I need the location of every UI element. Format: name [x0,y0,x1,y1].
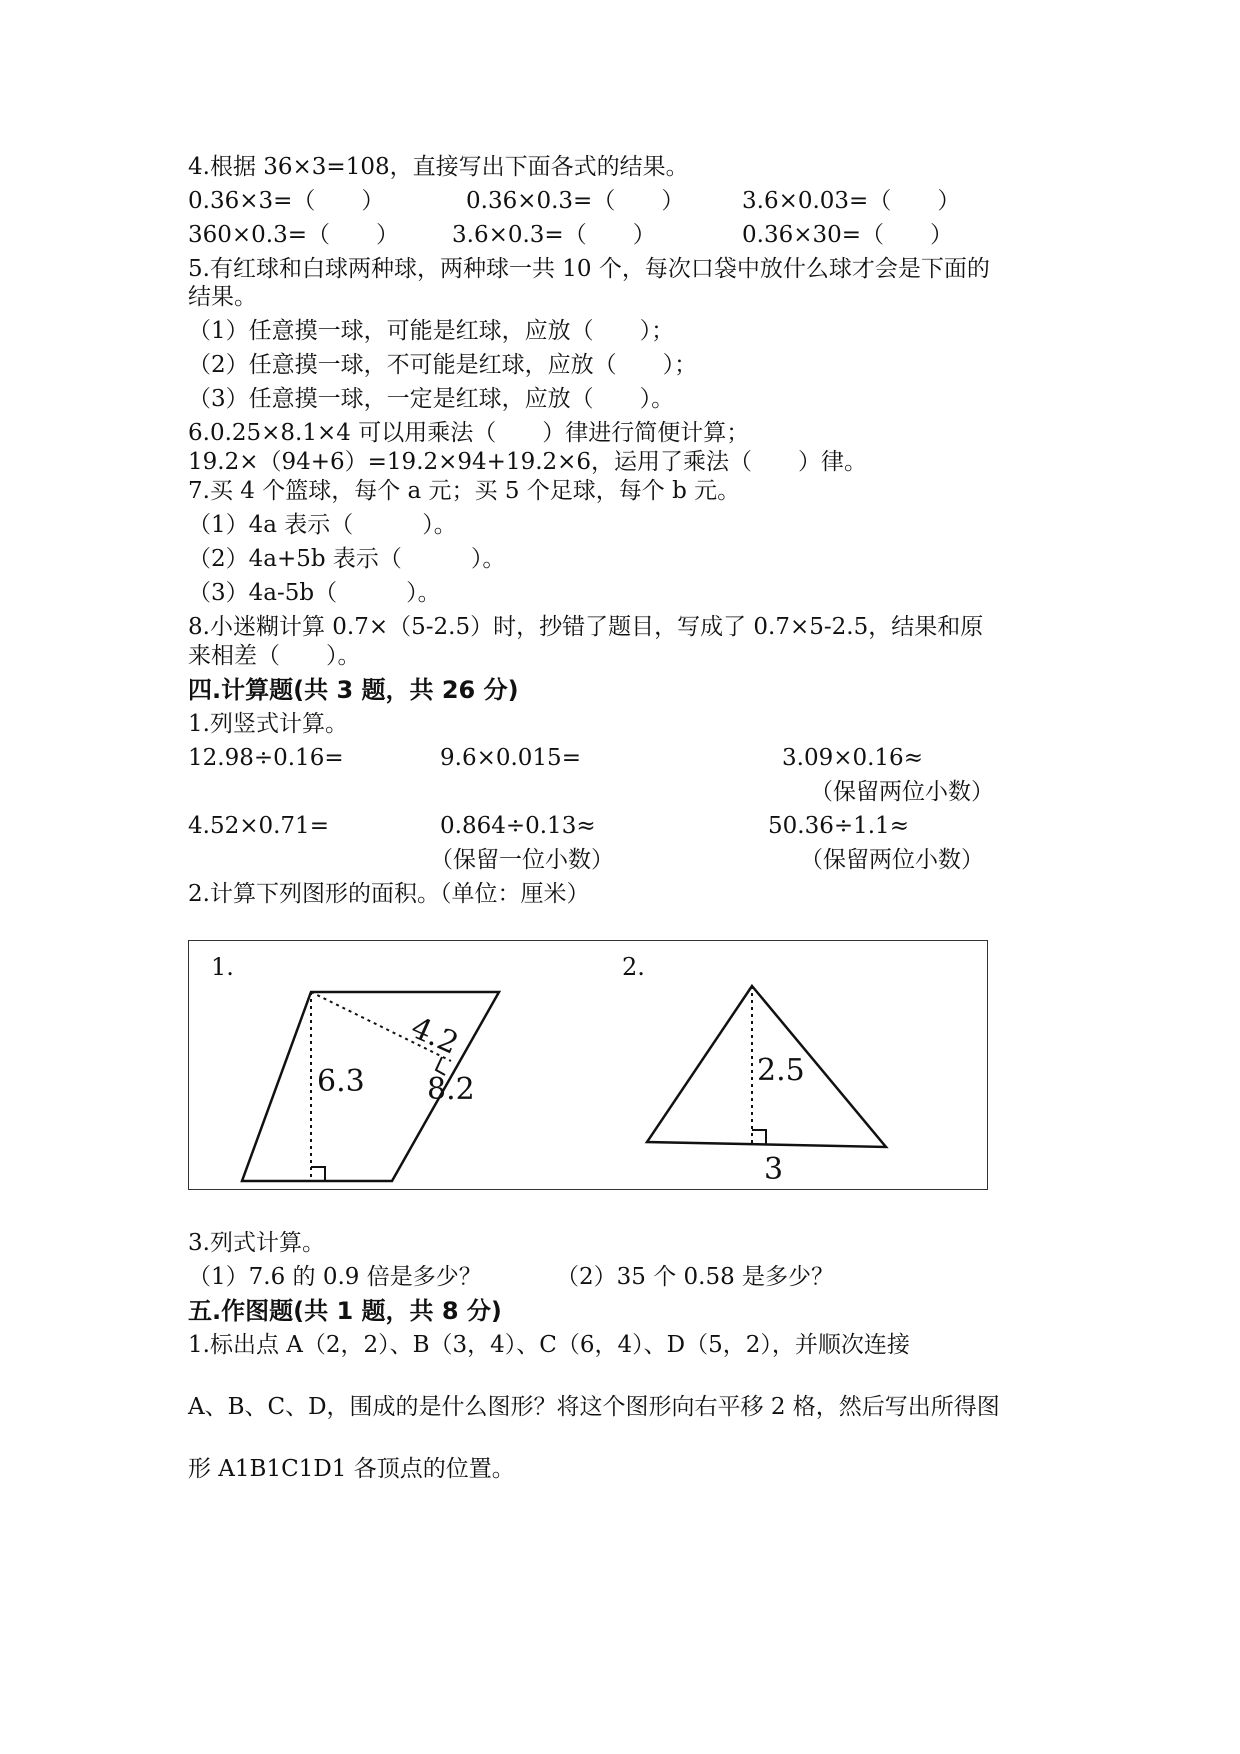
q8-line1: 8.小迷糊计算 0.7×（5-2.5）时，抄错了题目，写成了 0.7×5-2.5，结果和原 [188,614,984,640]
calc-item: 50.36÷1.1≈ [768,813,909,839]
calc-item: 0.864÷0.13≈ [440,813,596,839]
calc-q1-stem: 1.列竖式计算。 [188,711,348,737]
calc-q2-stem: 2.计算下列图形的面积。（单位：厘米） [188,881,590,907]
q4-item: 3.6×0.3=（ ） [452,222,656,248]
calc-note: （保留一位小数） [430,847,614,873]
section5-heading: 五.作图题(共 1 题，共 8 分) [188,1297,502,1325]
q7-item: （3）4a-5b（ ）。 [188,580,441,606]
calc-q3-item: （1）7.6 的 0.9 倍是多少？ [188,1264,482,1290]
calc-item: 3.09×0.16≈ [782,745,923,771]
q6-line1: 6.0.25×8.1×4 可以用乘法（ ）律进行简便计算； [188,420,750,446]
calc-item: 4.52×0.71= [188,813,329,839]
right-angle-mark [752,1130,766,1144]
area-figures [189,941,989,1191]
label-8-2: 8.2 [427,1072,475,1107]
q7-stem: 7.买 4 个篮球，每个 a 元；买 5 个足球，每个 b 元。 [188,478,741,504]
q7-item: （1）4a 表示（ ）。 [188,512,457,538]
q5-item: （1）任意摸一球，可能是红球，应放（ ）； [188,318,675,344]
q4-item: 0.36×3=（ ） [188,188,385,214]
q7-item: （2）4a+5b 表示（ ）。 [188,546,506,572]
calc-note: （保留两位小数） [800,847,984,873]
section4-heading: 四.计算题(共 3 题，共 26 分) [188,676,519,704]
q5-stem-line1: 5.有红球和白球两种球，两种球一共 10 个，每次口袋中放什么球才会是下面的 [188,256,990,282]
q4-item: 0.36×30=（ ） [742,222,954,248]
q4-stem: 4.根据 36×3=108，直接写出下面各式的结果。 [188,154,689,180]
q5-stem-line2: 结果。 [188,284,257,310]
q5-item: （2）任意摸一球，不可能是红球，应放（ ）； [188,352,698,378]
calc-q3-item: （2）35 个 0.58 是多少？ [556,1264,835,1290]
q4-item: 0.36×0.3=（ ） [466,188,685,214]
label-3: 3 [764,1152,784,1187]
calc-item: 9.6×0.015= [440,745,581,771]
calc-q3-stem: 3.列式计算。 [188,1230,325,1256]
right-angle-mark [311,1167,325,1181]
label-6-3: 6.3 [317,1064,365,1099]
q4-item: 3.6×0.03=（ ） [742,188,961,214]
q8-line2: 来相差（ ）。 [188,643,361,669]
drawing-q1-line: 形 A1B1C1D1 各顶点的位置。 [188,1456,515,1482]
figure2-number: 2. [622,953,645,981]
q4-item: 360×0.3=（ ） [188,222,400,248]
label-2-5: 2.5 [757,1053,805,1088]
calc-note: （保留两位小数） [810,779,994,805]
q6-line2: 19.2×（94+6）=19.2×94+19.2×6，运用了乘法（ ）律。 [188,449,868,475]
label-4-2: 4.2 [405,1010,464,1062]
drawing-q1-line: A、B、C、D，围成的是什么图形？将这个图形向右平移 2 格，然后写出所得图 [188,1394,1000,1420]
drawing-q1-line: 1.标出点 A（2，2）、B（3，4）、C（6，4）、D（5，2），并顺次连接 [188,1332,910,1358]
figure-box [188,940,988,1190]
calc-item: 12.98÷0.16= [188,745,344,771]
q5-item: （3）任意摸一球，一定是红球，应放（ ）。 [188,386,675,412]
figure1-number: 1. [211,953,234,981]
